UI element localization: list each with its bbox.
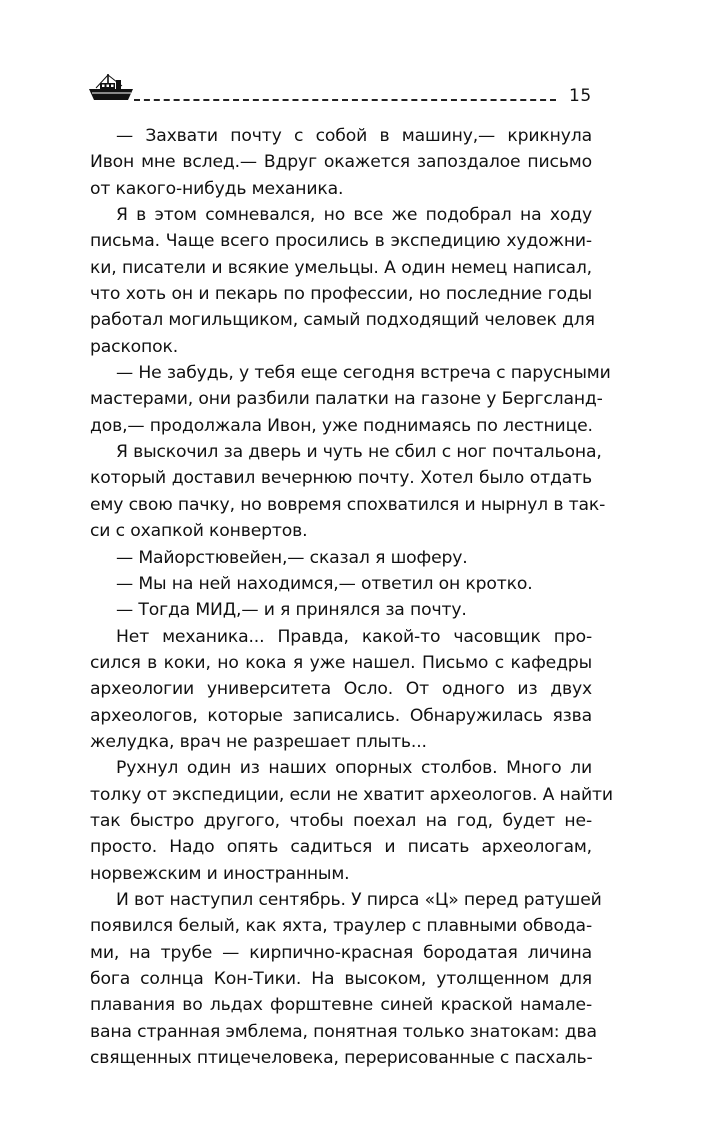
text-line: ми, на трубе — кирпично-красная бородатая личина [90, 942, 592, 963]
page-number: 15 [569, 86, 592, 106]
text-line: что хоть он и пекарь по профессии, но последние годы [90, 284, 592, 305]
text-line: Я выскочил за дверь и чуть не сбил с ног почтальона, [116, 442, 602, 463]
text-line: который доставил вечернюю почту. Хотел было отдать [90, 468, 592, 489]
text-line: ки, писатели и всякие умельцы. А один немец написал, [90, 257, 592, 278]
body-text [90, 123, 613, 1071]
text-line: — Захвати почту с собой в машину,— крикнула [116, 126, 592, 146]
text-line: — Мы на ней находимся,— ответил он кротко. [116, 573, 533, 594]
text-line: так быстро другого, чтобы поехал на год, будет не- [90, 810, 592, 831]
ship-icon [88, 72, 134, 104]
header-divider [134, 99, 556, 101]
text-line: ему свою пачку, но вовремя спохватился и нырнул в так- [90, 494, 606, 515]
text-line: Рухнул один из наших опорных столбов. Много ли [116, 758, 592, 779]
text-line: бога солнца Кон-Тики. На высоком, утолщенном для [90, 969, 592, 989]
text-line: вана странная эмблема, понятная только знатокам: два [90, 1021, 597, 1042]
text-line: сился в коки, но кока я уже нашел. Письмо с кафедры [90, 652, 592, 673]
text-line: появился белый, как яхта, траулер с плавными обвода- [90, 916, 592, 937]
text-line: Я в этом сомневался, но все же подобрал на ходу [116, 205, 592, 226]
text-line: археологии университета Осло. От одного из двух [90, 679, 592, 700]
text-line: плавания во льдах форштевне синей краской намале- [90, 995, 592, 1016]
text-line: священных птицечеловека, перерисованные с пасхаль- [90, 1048, 593, 1069]
text-line: письма. Чаще всего просились в экспедицию художни- [90, 231, 592, 252]
text-line: — Майорстювейен,— сказал я шоферу. [116, 547, 468, 568]
text-line: от какого-нибудь механика. [90, 178, 344, 199]
text-line: си с охапкой конвертов. [90, 521, 308, 542]
text-line: норвежским и иностранным. [90, 863, 350, 884]
text-line: толку от экспедиции, если не хватит археологов. А найти [90, 784, 613, 805]
text-line: желудка, врач не разрешает плыть... [90, 731, 427, 752]
text-line: дов,— продолжала Ивон, уже поднимаясь по лестнице. [90, 415, 593, 436]
text-line: работал могильщиком, самый подходящий человек для [90, 310, 595, 331]
text-line: просто. Надо опять садиться и писать археологам, [90, 837, 592, 858]
text-line: мастерами, они разбили палатки на газоне у Бергсланд- [90, 389, 603, 410]
text-line: Ивон мне вслед.— Вдруг окажется запоздалое письмо [90, 152, 592, 173]
text-line: раскопок. [90, 336, 179, 357]
text-line: И вот наступил сентябрь. У пирса «Ц» перед ратушей [116, 889, 602, 910]
text-line: — Не забудь, у тебя еще сегодня встреча с парусными [116, 363, 611, 384]
text-line: Нет механика... Правда, какой-то часовщик про- [116, 626, 592, 647]
page-header [88, 72, 608, 108]
text-line: — Тогда МИД,— и я принялся за почту. [116, 600, 467, 621]
text-line: археологов, которые записались. Обнаружилась язва [90, 705, 592, 726]
